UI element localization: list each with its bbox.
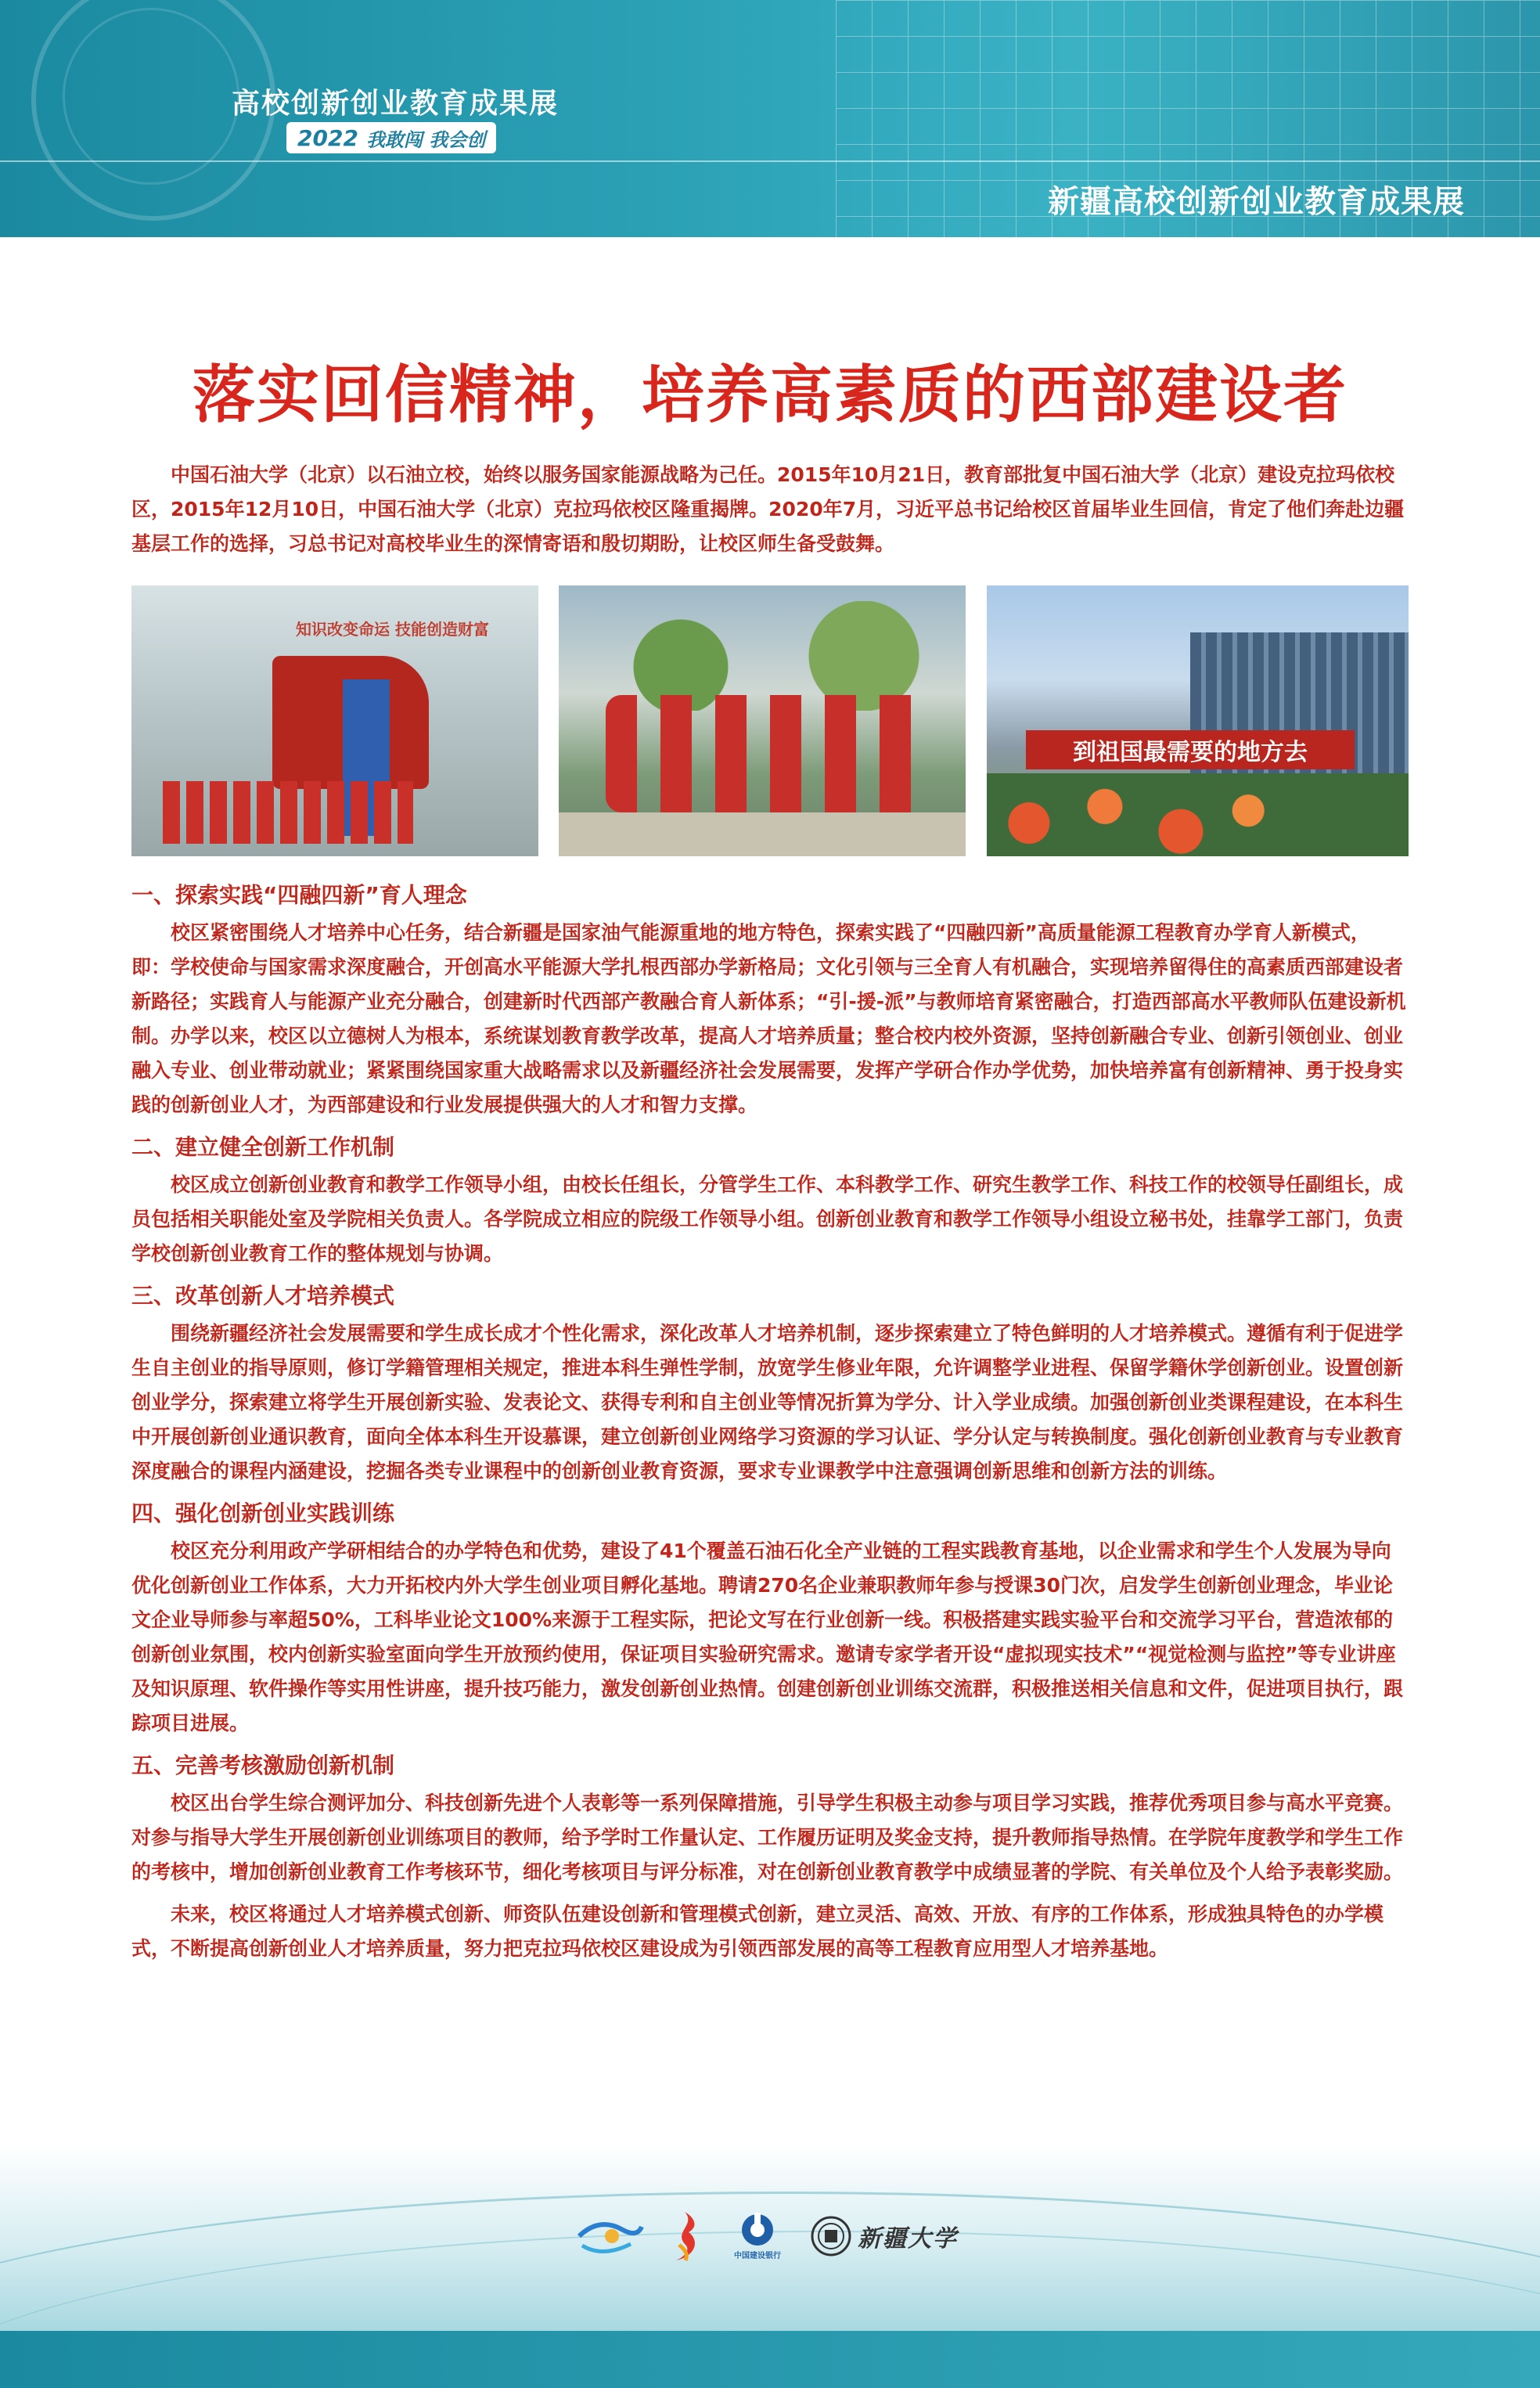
university-seal-icon	[811, 2216, 851, 2257]
header-right-title: 新疆高校创新创业教育成果展	[1048, 184, 1465, 220]
footer-bottom-bar	[0, 2331, 1540, 2388]
section-body: 校区紧密围绕人才培养中心任务，结合新疆是国家油气能源重地的地方特色，探索实践了“四融四新”高质量能源工程教育办学育人新模式，即：学校使命与国家需求深度融合，开创高水平能源大学扎根西部办学新格局；文化引领与三全育人有机融合，实现培养留得住的高素质西部建设者新路径；实践育人与能源产业充分融合，创建新时代西部产教融合育人新体系；“引-援-派”与教师培育紧密融合，打造西部高水平教师队伍建设新机制。办学以来，校区以立德树人为根本，系统谋划教育教学改革，提高人才培养质量；整合校内校外资源，坚持创新融合专业、创新引领创业、创业融入专业、创业带动就业；紧紧围绕国家重大战略需求以及新疆经济社会发展需要，发挥产学研合作办学优势，加快培养富有创新精神、勇于投身实践的创新创业人才，为西部建设和行业发展提供强大的人才和智力支撑。	[131, 921, 1406, 1116]
year-slogan-badge	[286, 122, 496, 153]
campus-slogan-sign: 到祖国最需要的地方去	[1026, 730, 1355, 769]
xju-logo	[811, 2213, 958, 2260]
runners-shape	[606, 695, 934, 812]
competition-logo-icon	[576, 2213, 645, 2260]
slogan-label: 我敢闯 我会创	[365, 128, 486, 151]
section-heading: 三、改革创新人才培养模式	[131, 1283, 395, 1309]
ccb-name: 中国建设银行	[734, 2251, 781, 2260]
header-divider	[0, 160, 1540, 162]
trees-shape	[559, 601, 966, 711]
section-body: 校区出台学生综合测评加分、科技创新先进个人表彰等一系列保障措施，引导学生积极主动参与项目学习实践，推荐优秀项目参与高水平竞赛。对参与指导大学生开展创新创业训练项目的教师，给予学时工作量认定、工作履历证明及奖金支持，提升教师指导热情。在学院年度教学和学生工作的考核中，增加创新创业教育工作考核环节，细化考核项目与评分标准，对在创新创业教育教学中成绩显著的学院、有关单位及个人给予表彰奖励。	[131, 1792, 1404, 1883]
ccb-logo	[725, 2209, 790, 2264]
page-title: 落实回信精神，培养高素质的西部建设者	[192, 358, 1348, 431]
article-intro-block	[131, 458, 1409, 561]
photo-oil-lab	[131, 585, 538, 856]
xju-name: 新疆大学	[858, 2225, 958, 2253]
section-body: 校区成立创新创业教育和教学工作领导小组，由校长任组长，分管学生工作、本科教学工作、研究生教学工作、科技工作的校领导任副组长，成员包括相关职能处室及学院相关负责人。各学院成立相应的院级工作领导小组。创新创业教育和教学工作领导小组设立秘书处，挂靠学工部门，负责学校创新创业教育工作的整体规划与协调。	[131, 1173, 1404, 1265]
section-heading: 五、完善考核激励创新机制	[131, 1752, 395, 1778]
article-sections	[131, 870, 1409, 1966]
photo-strip	[131, 585, 1409, 856]
section-body: 围绕新疆经济社会发展需要和学生成长成才个性化需求，深化改革人才培养机制，逐步探索建立了特色鲜明的人才培养模式。遵循有利于促进学生自主创业的指导原则，修订学籍管理相关规定，推进本科生弹性学制，放宽学生修业年限，允许调整学业进程、保留学籍休学创新创业。设置创新创业学分，探索建立将学生开展创新实验、发表论文、获得专利和自主创业等情况折算为学分、计入学业成绩。加强创新创业类课程建设，在本科生中开展创新创业通识教育，面向全体本科生开设慕课，建立创新创业网络学习资源的学习认证、学分认定与转换制度。强化创新创业教育与专业教育深度融合的课程内涵建设，挖掘各类专业课程中的创新创业教育资源，要求专业课教学中注意强调创新思维和创新方法的训练。	[131, 1322, 1404, 1482]
flowers-shape	[987, 773, 1409, 856]
students-group-shape	[163, 781, 413, 844]
flame-logo-icon	[665, 2209, 704, 2264]
expo-title: 高校创新创业教育成果展	[232, 88, 560, 120]
section-body: 校区充分利用政产学研相结合的办学特色和优势，建设了41个覆盖石油石化全产业链的工程实践教育基地，以企业需求和学生个人发展为导向优化创新创业工作体系，大力开拓校内外大学生创业项目孵化基地。聘请270名企业兼职教师年参与授课30门次，启发学生创新创业理念，毕业论文企业导师参与率超50%，工科毕业论文100%来源于工程实际，把论文写在行业创新一线。积极搭建实践实验平台和交流学习平台，营造浓郁的创新创业氛围，校内创新实验室面向学生开放预约使用，保证项目实验研究需求。邀请专家学者开设“虚拟现实技术”“视觉检测与监控”等专业讲座及知识原理、软件操作等实用性讲座，提升技巧能力，激发创新创业热情。创建创新创业训练交流群，积极推送相关信息和文件，促进项目执行，跟踪项目进展。	[131, 1540, 1404, 1734]
year-label: 2022	[297, 124, 358, 151]
section-heading: 二、建立健全创新工作机制	[131, 1134, 395, 1160]
footer-banner	[0, 2145, 1540, 2388]
section-heading: 一、探索实践“四融四新”育人理念	[131, 882, 467, 908]
ccb-icon	[740, 2213, 775, 2247]
sponsor-logos	[576, 2209, 958, 2264]
section-heading: 四、强化创新创业实践训练	[131, 1500, 395, 1526]
photo-campus-sign	[987, 585, 1409, 856]
header-banner	[0, 0, 1540, 237]
conclusion-paragraph: 未来，校区将通过人才培养模式创新、师资队伍建设创新和管理模式创新，建立灵活、高效、开放、有序的工作体系，形成独具特色的办学模式，不断提高创新创业人才培养质量，努力把克拉玛依校区建设成为引领西部发展的高等工程教育应用型人才培养基地。	[131, 1903, 1384, 1960]
intro-paragraph: 中国石油大学（北京）以石油立校，始终以服务国家能源战略为己任。2015年10月21日，教育部批复中国石油大学（北京）建设克拉玛依校区，2015年12月10日，中国石油大学（北京）克拉玛依校区隆重揭牌。2020年7月，习近平总书记给校区首届毕业生回信，肯定了他们奔赴边疆基层工作的选择，习总书记对高校毕业生的深情寄语和殷切期盼，让校区师生备受鼓舞。	[131, 463, 1405, 555]
photo-running-group	[559, 585, 966, 856]
ground-shape	[559, 812, 966, 856]
lab-banner-text: 知识改变命运 技能创造财富	[296, 620, 489, 639]
emblem-decoration-inner	[63, 8, 239, 185]
